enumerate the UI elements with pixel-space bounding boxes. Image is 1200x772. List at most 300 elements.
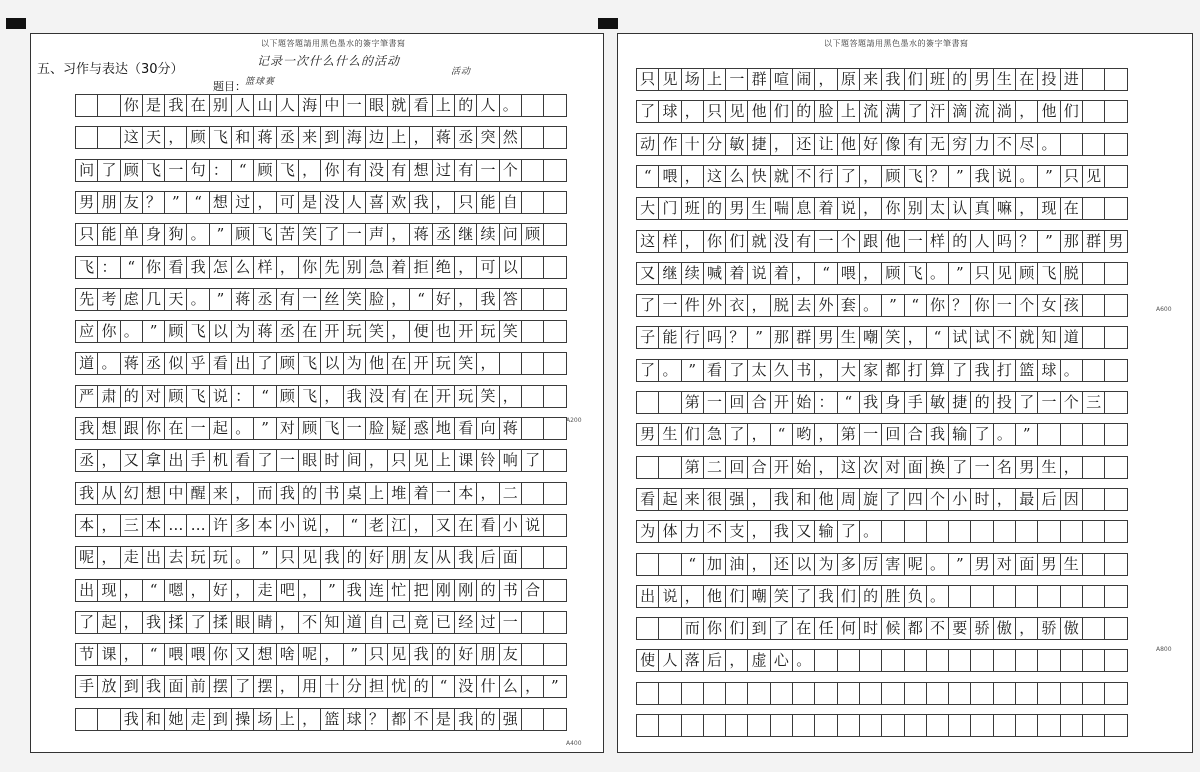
grid-cell: 海 [343, 126, 366, 149]
grid-cell: 人 [343, 191, 366, 214]
grid-cell: 她 [164, 708, 187, 731]
grid-cell [521, 320, 544, 343]
grid-cell: 没 [770, 230, 793, 253]
grid-cell: 好 [432, 288, 455, 311]
grid-cell [1104, 553, 1127, 576]
grid-cell [1082, 617, 1105, 640]
grid-cell: 丞 [432, 223, 455, 246]
grid-cell: 你 [320, 159, 343, 182]
grid-cell: 分 [703, 133, 726, 156]
grid-cell: 时 [859, 617, 882, 640]
grid-row [636, 714, 1127, 737]
grid-row [636, 294, 1127, 317]
grid-cell [1104, 294, 1127, 317]
grid-cell: 们 [770, 100, 793, 123]
grid-cell: 男 [1104, 230, 1127, 253]
grid-cell: 没 [320, 191, 343, 214]
grid-cell: 看 [476, 514, 499, 537]
sheet-header-instruction: 以下題答題請用黑色墨水的簽字筆書寫 [824, 39, 969, 48]
grid-cell: 拒 [409, 256, 432, 279]
grid-cell [904, 649, 927, 672]
grid-cell: 。 [859, 294, 882, 317]
grid-cell: 嘲 [859, 326, 882, 349]
grid-cell: 在 [164, 417, 187, 440]
grid-cell: 我 [343, 385, 366, 408]
grid-cell: 眼 [298, 449, 321, 472]
grid-cell [543, 159, 566, 182]
grid-cell: 投 [993, 391, 1016, 414]
grid-cell: 哟 [792, 423, 815, 446]
grid-cell: 敏 [725, 133, 748, 156]
grid-cell: … [164, 514, 187, 537]
grid-cell: 笑 [298, 223, 321, 246]
grid-cell: 拿 [142, 449, 165, 472]
grid-cell: 动 [636, 133, 659, 156]
grid-cell: 丞 [253, 288, 276, 311]
grid-cell: ， [231, 579, 254, 602]
grid-cell: 过 [231, 191, 254, 214]
grid-cell: 似 [164, 352, 187, 375]
grid-cell [1060, 649, 1083, 672]
grid-cell: 男 [636, 423, 659, 446]
grid-cell: 开 [770, 391, 793, 414]
grid-cell: 笑 [343, 288, 366, 311]
grid-cell: 么 [499, 675, 522, 698]
grid-cell: 男 [970, 553, 993, 576]
grid-cell: 忧 [387, 675, 410, 698]
grid-cell: 然 [499, 126, 522, 149]
grid-cell: 天 [142, 126, 165, 149]
grid-cell: 在 [1060, 197, 1083, 220]
grid-row [636, 68, 1127, 91]
grid-cell: 说 [298, 514, 321, 537]
grid-cell: 飞 [186, 320, 209, 343]
grid-cell: 出 [75, 579, 98, 602]
grid-cell [1060, 133, 1083, 156]
grid-cell [814, 714, 837, 737]
grid-cell: ？ [1015, 230, 1038, 253]
grid-cell [881, 714, 904, 737]
grid-cell [499, 352, 522, 375]
grid-cell [970, 585, 993, 608]
grid-cell [703, 682, 726, 705]
grid-cell: 脱 [1060, 262, 1083, 285]
grid-cell: “ [770, 423, 793, 446]
grid-cell: 开 [409, 352, 432, 375]
grid-cell: 玩 [209, 546, 232, 569]
grid-cell [521, 417, 544, 440]
grid-cell: 力 [681, 520, 704, 543]
grid-cell: 可 [476, 256, 499, 279]
grid-cell: 飞 [298, 385, 321, 408]
grid-cell: 人 [658, 649, 681, 672]
grid-cell: 着 [409, 482, 432, 505]
grid-cell: 你 [142, 256, 165, 279]
grid-cell: 突 [476, 126, 499, 149]
grid-cell: 又 [432, 514, 455, 537]
grid-cell: 人 [970, 230, 993, 253]
grid-cell: ， [1015, 100, 1038, 123]
grid-cell: 为 [636, 520, 659, 543]
grid-cell: 输 [948, 423, 971, 446]
grid-cell: 急 [703, 423, 726, 446]
grid-cell: 想 [409, 159, 432, 182]
grid-cell: 丝 [320, 288, 343, 311]
grid-cell: 打 [993, 359, 1016, 382]
grid-cell: 大 [837, 359, 860, 382]
grid-cell: 见 [1082, 165, 1105, 188]
grid-cell: 考 [97, 288, 120, 311]
grid-cell: 心 [770, 649, 793, 672]
grid-cell: 摆 [209, 675, 232, 698]
grid-cell: 群 [747, 68, 770, 91]
grid-cell [1104, 682, 1127, 705]
grid-cell: 间 [343, 449, 366, 472]
grid-cell: 虑 [120, 288, 143, 311]
grid-cell [97, 126, 120, 149]
grid-cell: ？ [948, 294, 971, 317]
grid-cell: 着 [387, 256, 410, 279]
grid-row [75, 385, 566, 408]
grid-row [75, 288, 566, 311]
grid-cell: 喂 [164, 643, 187, 666]
grid-row [75, 675, 566, 698]
grid-cell: 中 [320, 94, 343, 117]
grid-cell: ， [1015, 197, 1038, 220]
grid-cell [1082, 423, 1105, 446]
grid-cell: 喜 [365, 191, 388, 214]
grid-cell: 向 [476, 417, 499, 440]
grid-cell [658, 682, 681, 705]
grid-cell: 疑 [387, 417, 410, 440]
grid-cell: 飞 [298, 352, 321, 375]
grid-cell: 了 [97, 159, 120, 182]
grid-cell: 一 [343, 223, 366, 246]
grid-cell: 了 [948, 456, 971, 479]
grid-cell: 穷 [948, 133, 971, 156]
grid-cell: 不 [993, 326, 1016, 349]
grid-cell: ” [1037, 230, 1060, 253]
grid-cell [543, 514, 566, 537]
grid-cell: ， [387, 288, 410, 311]
grid-cell [859, 682, 882, 705]
grid-cell: 竟 [409, 611, 432, 634]
grid-cell [837, 682, 860, 705]
grid-cell: 一 [476, 159, 499, 182]
grid-cell: 没 [454, 675, 477, 698]
grid-cell: ” [253, 546, 276, 569]
grid-cell: 这 [837, 456, 860, 479]
grid-cell: 为 [814, 553, 837, 576]
grid-cell: 球 [343, 708, 366, 731]
grid-cell: 说 [658, 585, 681, 608]
grid-cell: 起 [209, 417, 232, 440]
grid-cell: 好 [209, 579, 232, 602]
grid-cell: 班 [926, 68, 949, 91]
grid-cell: 了 [253, 352, 276, 375]
grid-cell: ， [320, 385, 343, 408]
grid-cell: 朋 [97, 191, 120, 214]
grid-cell: 后 [1037, 488, 1060, 511]
grid-cell: 道 [343, 611, 366, 634]
grid-cell [1082, 326, 1105, 349]
grid-cell: “ [926, 326, 949, 349]
grid-cell: ， [387, 223, 410, 246]
grid-cell: 的 [859, 585, 882, 608]
grid-cell [521, 708, 544, 731]
grid-cell: ： [209, 159, 232, 182]
grid-cell: 了 [636, 294, 659, 317]
grid-cell: 先 [75, 288, 98, 311]
grid-cell [521, 482, 544, 505]
grid-cell: 面 [164, 675, 187, 698]
grid-cell: 怎 [209, 256, 232, 279]
grid-cell: ， [320, 514, 343, 537]
grid-cell [75, 126, 98, 149]
grid-cell: 门 [658, 197, 681, 220]
grid-cell: 你 [970, 294, 993, 317]
grid-cell: 飞 [904, 262, 927, 285]
grid-row [636, 553, 1127, 576]
grid-cell: 上 [432, 449, 455, 472]
grid-cell [543, 449, 566, 472]
grid-cell: 合 [747, 456, 770, 479]
grid-cell: 见 [993, 262, 1016, 285]
grid-cell: 开 [770, 456, 793, 479]
grid-cell [926, 520, 949, 543]
grid-cell: 蒋 [253, 126, 276, 149]
grid-cell: 合 [747, 391, 770, 414]
grid-cell: ” [681, 359, 704, 382]
grid-cell: 开 [432, 385, 455, 408]
grid-cell: 的 [454, 94, 477, 117]
grid-cell [1104, 100, 1127, 123]
grid-cell [1082, 488, 1105, 511]
grid-cell [1015, 585, 1038, 608]
grid-cell: 飞 [276, 159, 299, 182]
grid-cell: 丞 [276, 126, 299, 149]
grid-cell: ， [681, 165, 704, 188]
grid-cell: 飞 [142, 159, 165, 182]
grid-cell: 试 [970, 326, 993, 349]
grid-cell: 满 [881, 100, 904, 123]
grid-cell: 急 [365, 256, 388, 279]
grid-cell: 刚 [432, 579, 455, 602]
grid-cell [543, 482, 566, 505]
grid-cell: ， [859, 165, 882, 188]
grid-cell: 女 [1037, 294, 1060, 317]
grid-cell: ， [499, 385, 522, 408]
grid-cell: 笑 [881, 326, 904, 349]
grid-cell [1104, 68, 1127, 91]
grid-cell: 的 [948, 68, 971, 91]
grid-cell: 放 [97, 675, 120, 698]
grid-cell: 了 [186, 611, 209, 634]
grid-cell: 他 [747, 100, 770, 123]
grid-cell: 知 [1037, 326, 1060, 349]
grid-cell: 玩 [432, 352, 455, 375]
grid-cell: 一 [859, 423, 882, 446]
grid-cell [881, 682, 904, 705]
grid-cell: 说 [747, 262, 770, 285]
grid-cell [521, 352, 544, 375]
grid-cell [1037, 649, 1060, 672]
grid-cell: 顾 [231, 223, 254, 246]
grid-cell: 我 [186, 256, 209, 279]
grid-cell: ” [1037, 165, 1060, 188]
grid-cell: 。 [1015, 165, 1038, 188]
grid-cell: 看 [164, 256, 187, 279]
grid-cell: 顾 [253, 159, 276, 182]
grid-cell [1104, 617, 1127, 640]
grid-cell: 欢 [387, 191, 410, 214]
grid-cell: ， [409, 514, 432, 537]
grid-cell [636, 617, 659, 640]
grid-cell: 手 [904, 391, 927, 414]
grid-cell: ， [993, 488, 1016, 511]
grid-cell: 就 [1015, 326, 1038, 349]
grid-cell [543, 643, 566, 666]
grid-cell: 顾 [881, 165, 904, 188]
grid-cell: 回 [725, 391, 748, 414]
grid-cell: 用 [298, 675, 321, 698]
grid-cell: 作 [658, 133, 681, 156]
grid-cell [543, 223, 566, 246]
grid-cell [814, 649, 837, 672]
grid-cell: 只 [703, 100, 726, 123]
grid-cell: 本 [253, 514, 276, 537]
grid-cell: 走 [120, 546, 143, 569]
grid-cell: 说 [209, 385, 232, 408]
grid-row [636, 617, 1127, 640]
grid-cell: “ [904, 294, 927, 317]
grid-cell: 声 [365, 223, 388, 246]
grid-cell: 蒋 [253, 320, 276, 343]
grid-cell: 和 [142, 708, 165, 731]
grid-cell: 顾 [276, 385, 299, 408]
grid-cell: 后 [476, 546, 499, 569]
grid-cell [75, 708, 98, 731]
grid-cell: 久 [770, 359, 793, 382]
grid-cell: 打 [904, 359, 927, 382]
grid-cell: 小 [276, 514, 299, 537]
grid-cell [926, 714, 949, 737]
grid-cell [1104, 456, 1127, 479]
grid-cell: 。 [926, 262, 949, 285]
grid-cell: ” [948, 262, 971, 285]
grid-cell: 生 [837, 326, 860, 349]
grid-cell: “ [231, 159, 254, 182]
grid-cell: 也 [432, 320, 455, 343]
grid-cell: 说 [993, 165, 1016, 188]
grid-cell: 我 [814, 585, 837, 608]
grid-cell: 。 [97, 352, 120, 375]
grid-cell: 笑 [499, 320, 522, 343]
grid-row [636, 649, 1127, 672]
grid-cell: 响 [499, 449, 522, 472]
grid-cell: 尽 [1015, 133, 1038, 156]
grid-cell [521, 126, 544, 149]
grid-cell: 是 [142, 94, 165, 117]
grid-cell [747, 714, 770, 737]
grid-cell: 没 [365, 159, 388, 182]
grid-cell: 多 [231, 514, 254, 537]
grid-cell [792, 714, 815, 737]
grid-cell: 人 [276, 94, 299, 117]
grid-cell: 一 [658, 294, 681, 317]
grid-cell: 群 [792, 326, 815, 349]
grid-cell: ， [276, 256, 299, 279]
grid-cell: 先 [320, 256, 343, 279]
grid-cell: 脸 [365, 288, 388, 311]
grid-cell: 二 [703, 456, 726, 479]
grid-cell [747, 682, 770, 705]
grid-cell: 男 [75, 191, 98, 214]
grid-cell: 边 [365, 126, 388, 149]
grid-cell [1104, 262, 1127, 285]
grid-cell: 试 [948, 326, 971, 349]
grid-cell: 无 [926, 133, 949, 156]
grid-cell: ： [231, 385, 254, 408]
grid-cell: 傲 [1060, 617, 1083, 640]
grid-cell: 我 [164, 94, 187, 117]
grid-cell [904, 714, 927, 737]
grid-cell: ？ [142, 191, 165, 214]
grid-cell: 场 [681, 68, 704, 91]
grid-cell: 只 [1060, 165, 1083, 188]
grid-row [75, 126, 566, 149]
grid-cell: 起 [97, 611, 120, 634]
grid-cell [1082, 100, 1105, 123]
grid-cell: 看 [454, 417, 477, 440]
grid-cell: 我 [454, 546, 477, 569]
grid-cell [1060, 423, 1083, 446]
grid-cell: 和 [792, 488, 815, 511]
grid-row [636, 262, 1127, 285]
grid-cell: 到 [120, 675, 143, 698]
grid-cell: 顾 [164, 320, 187, 343]
grid-cell: ， [476, 482, 499, 505]
grid-cell: 行 [814, 165, 837, 188]
grid-cell [636, 714, 659, 737]
grid-cell: 顾 [298, 417, 321, 440]
grid-cell [993, 682, 1016, 705]
grid-cell: 而 [681, 617, 704, 640]
grid-cell [859, 714, 882, 737]
grid-cell: ， [298, 159, 321, 182]
grid-cell: 脸 [365, 417, 388, 440]
grid-cell: 为 [343, 352, 366, 375]
grid-cell: ， [814, 68, 837, 91]
grid-cell: 可 [276, 191, 299, 214]
grid-cell: 场 [253, 708, 276, 731]
grid-cell: 回 [725, 456, 748, 479]
grid-cell: 旋 [859, 488, 882, 511]
grid-cell: 别 [209, 94, 232, 117]
grid-cell [521, 385, 544, 408]
grid-cell: 一 [970, 456, 993, 479]
grid-cell [725, 714, 748, 737]
registration-mark-right [598, 18, 618, 29]
grid-cell: 息 [792, 197, 815, 220]
grid-cell: ” [881, 294, 904, 317]
grid-cell: 出 [164, 449, 187, 472]
grid-cell: 因 [1060, 488, 1083, 511]
grid-cell: 对 [276, 417, 299, 440]
section-title: 五、习作与表达（30分） [37, 62, 184, 77]
grid-cell: 了 [231, 675, 254, 698]
grid-cell: ， [747, 294, 770, 317]
